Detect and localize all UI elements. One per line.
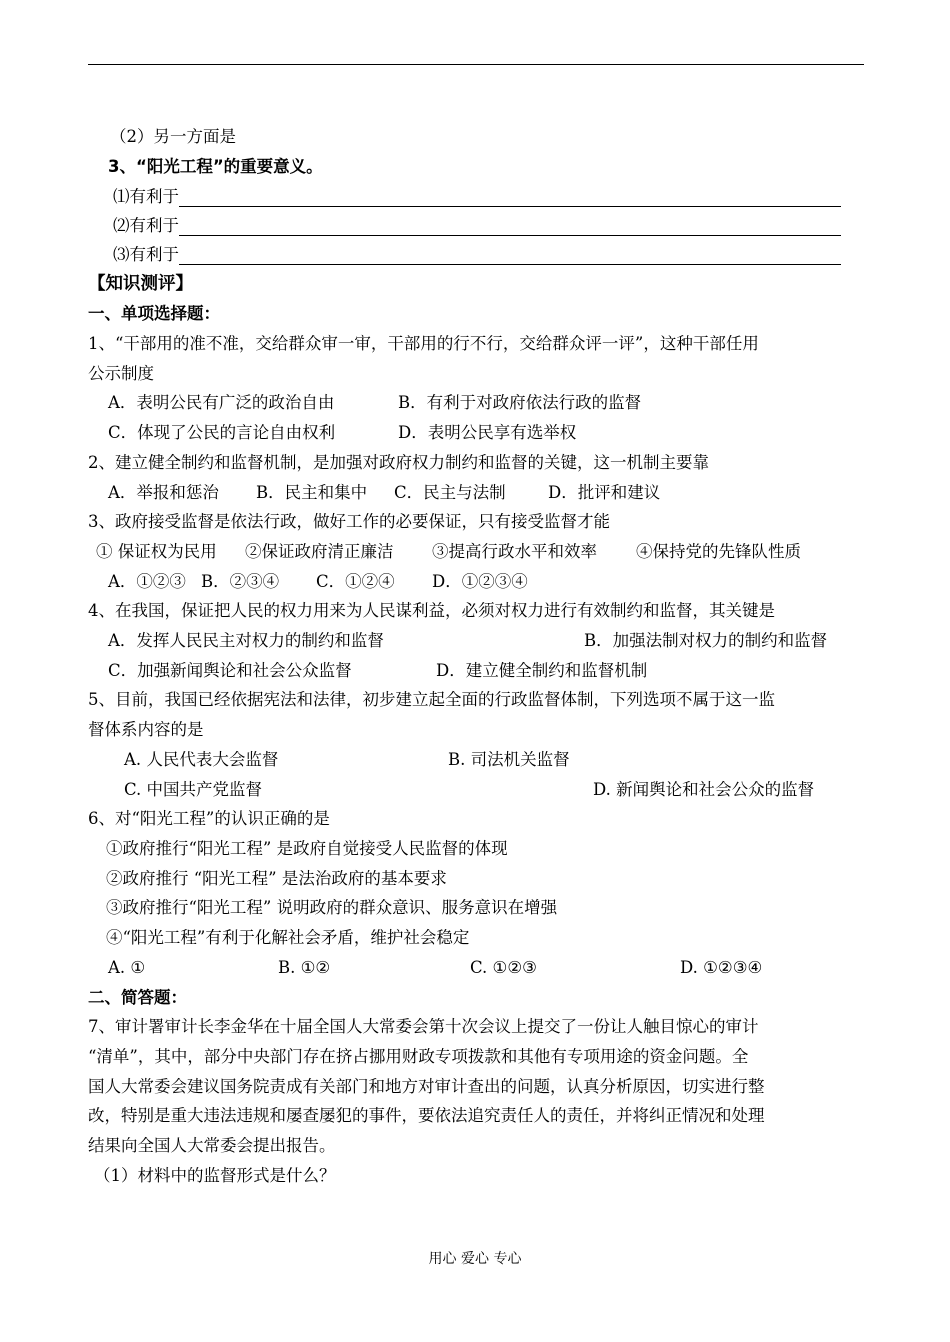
- passage-line: “清单”，其中，部分中央部门存在挤占挪用财政专项拨款和其他有专项用途的资金问题。全: [88, 1047, 749, 1066]
- option: D．批评和建议: [548, 483, 661, 502]
- statement: ① 保证权为民用: [96, 542, 217, 561]
- option: D．表明公民享有选举权: [398, 423, 577, 442]
- question-1: 1、“干部用的准不准，交给群众审一审，干部用的行不行，交给群众评一评”，这种干部任用: [88, 334, 759, 353]
- answer-blank[interactable]: [179, 247, 841, 265]
- option: C．民主与法制: [394, 483, 506, 502]
- section-title: 【知识测评】: [88, 274, 193, 294]
- option: B. 司法机关监督: [448, 750, 570, 769]
- passage-line: 结果向全国人大常委会提出报告。: [88, 1136, 336, 1155]
- option: A．发挥人民民主对权力的制约和监督: [108, 631, 384, 650]
- text-line: （2）另一方面是: [110, 127, 236, 146]
- fill-line-2: ⑵有利于: [113, 216, 841, 236]
- answer-blank[interactable]: [179, 218, 841, 236]
- option: C．体现了公民的言论自由权利: [108, 423, 336, 442]
- question-3: 3、政府接受监督是依法行政，做好工作的必要保证，只有接受监督才能: [88, 512, 610, 531]
- page-footer: 用心 爱心 专心: [428, 1251, 522, 1267]
- section-heading: 一、单项选择题：: [88, 304, 220, 323]
- question-4: 4、在我国，保证把人民的权力用来为人民谋利益，必须对权力进行有效制约和监督，其关键是: [88, 601, 775, 620]
- option: B．②③④: [201, 572, 280, 591]
- option: C．加强新闻舆论和社会公众监督: [108, 661, 352, 680]
- option: A．①②③: [108, 572, 186, 591]
- option: B. ①②: [278, 958, 331, 977]
- option: C. ①②③: [470, 958, 537, 977]
- passage-line: 国人大常委会建议国务院责成有关部门和地方对审计查出的问题，认真分析原因，切实进行整: [88, 1077, 765, 1096]
- sub-question: （1）材料中的监督形式是什么？: [94, 1166, 336, 1185]
- option: A. ①: [108, 958, 146, 977]
- question-5-cont: 督体系内容的是: [88, 720, 204, 739]
- option: D．建立健全制约和监督机制: [436, 661, 648, 680]
- option: A．举报和惩治: [108, 483, 219, 502]
- option: B．加强法制对权力的制约和监督: [584, 631, 828, 650]
- option: B．民主和集中: [256, 483, 368, 502]
- question-2: 2、建立健全制约和监督机制，是加强对政府权力制约和监督的关键，这一机制主要靠: [88, 453, 709, 472]
- option: D. 新闻舆论和社会公众的监督: [593, 780, 815, 799]
- question-1-cont: 公示制度: [88, 364, 154, 383]
- section-heading: 3、“阳光工程”的重要意义。: [108, 157, 323, 176]
- answer-blank[interactable]: [179, 189, 841, 207]
- option: A. 人民代表大会监督: [124, 750, 279, 769]
- option: A．表明公民有广泛的政治自由: [108, 393, 335, 412]
- question-6: 6、对“阳光工程”的认识正确的是: [88, 809, 330, 828]
- statement: ④保持党的先锋队性质: [636, 542, 801, 561]
- option: C. 中国共产党监督: [124, 780, 263, 799]
- statement: ③提高行政水平和效率: [432, 542, 597, 561]
- statement: ②保证政府清正廉洁: [245, 542, 394, 561]
- passage-line: 7、审计署审计长李金华在十届全国人大常委会第十次会议上提交了一份让人触目惊心的审计: [88, 1017, 759, 1036]
- passage-line: 改，特别是重大违法违规和屡查屡犯的事件，要依法追究责任人的责任，并将纠正情况和处理: [88, 1106, 765, 1125]
- statement: ②政府推行 “阳光工程” 是法治政府的基本要求: [106, 869, 447, 888]
- statement: ③政府推行“阳光工程” 说明政府的群众意识、服务意识在增强: [106, 898, 558, 917]
- option: D．①②③④: [432, 572, 528, 591]
- fill-line-1: ⑴有利于: [113, 187, 841, 207]
- section-heading: 二、简答题：: [88, 988, 187, 1007]
- statement: ①政府推行“阳光工程” 是政府自觉接受人民监督的体现: [106, 839, 508, 858]
- option: B．有利于对政府依法行政的监督: [398, 393, 642, 412]
- option: C．①②④: [316, 572, 395, 591]
- option: D. ①②③④: [680, 958, 763, 977]
- statement: ④“阳光工程”有利于化解社会矛盾，维护社会稳定: [106, 928, 470, 947]
- header-rule: [88, 64, 864, 65]
- fill-line-3: ⑶有利于: [113, 245, 841, 265]
- question-5: 5、目前，我国已经依据宪法和法律，初步建立起全面的行政监督体制，下列选项不属于这一监: [88, 690, 775, 709]
